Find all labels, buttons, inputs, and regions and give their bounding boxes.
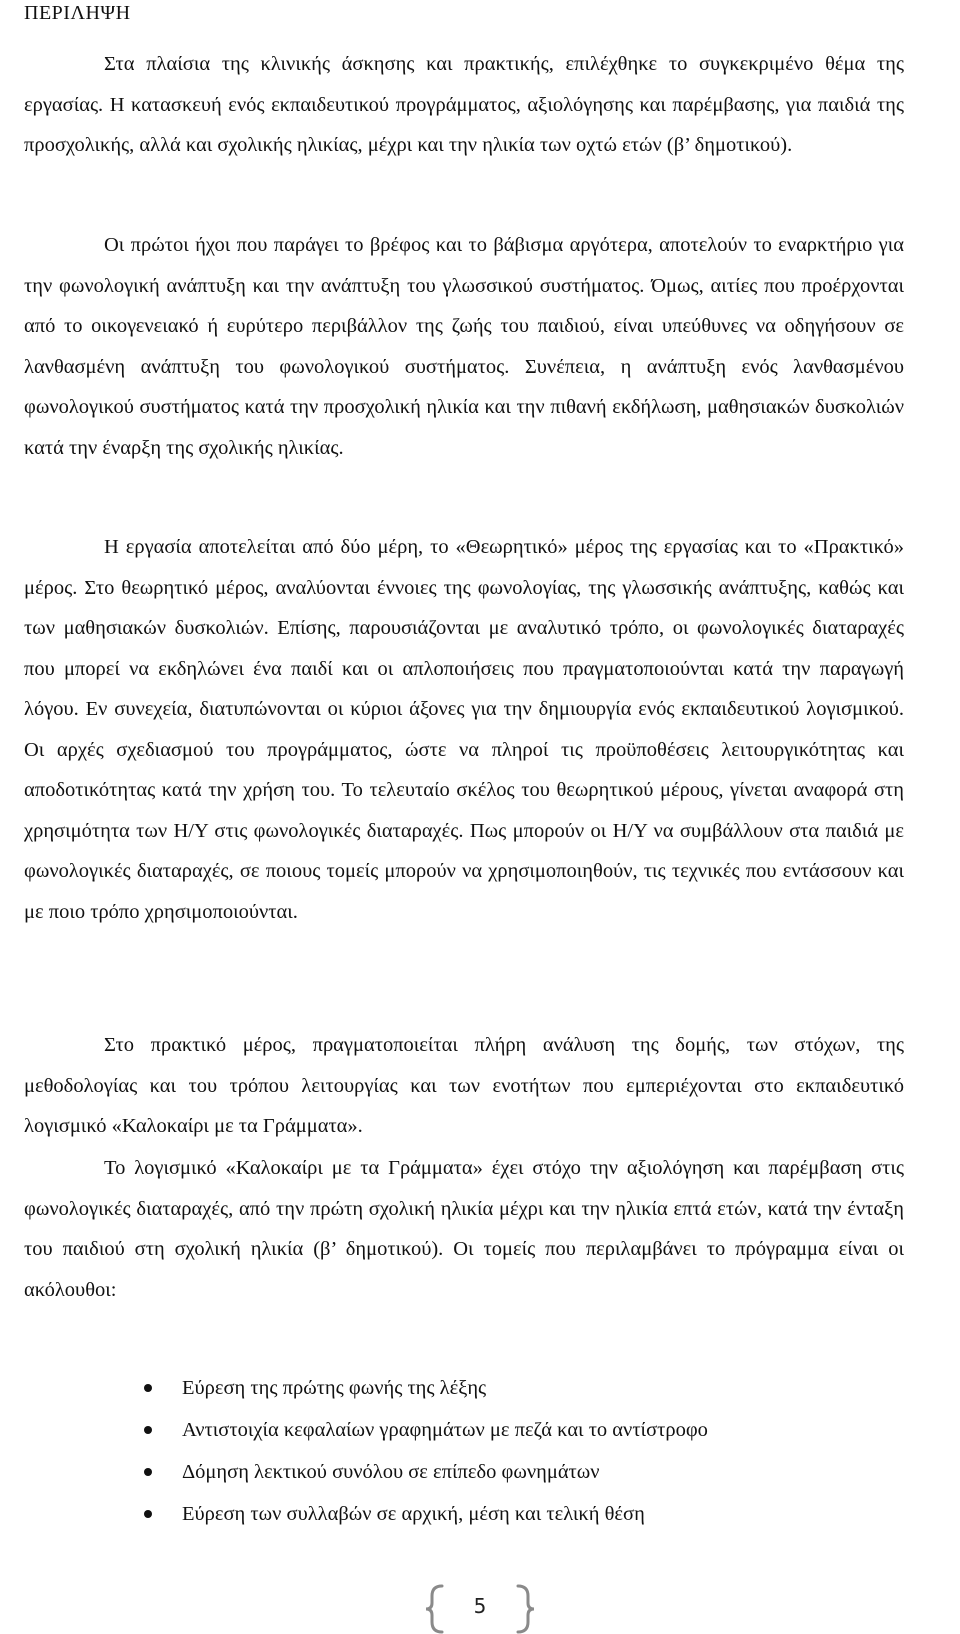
paragraph-practical-part: Στο πρακτικό μέρος, πραγματοποιείται πλήρη ανάλυση της δομής, των στόχων, της μεθοδολογίας και του τρόπου λειτουργίας και των ενοτήτων που εμπεριέχονται στο εκπαιδευτικό λογισμικό «Καλοκαίρι με τα Γράμματα».	[24, 1034, 904, 1137]
list-item-text: Αντιστοιχία κεφαλαίων γραφημάτων με πεζά και το αντίστροφο	[182, 1419, 708, 1441]
bullet-icon	[144, 1468, 152, 1476]
paragraph-phonological-development: Οι πρώτοι ήχοι που παράγει το βρέφος και το βάβισμα αργότερα, αποτελούν το εναρκτήριο για την φωνολογική ανάπτυξη και την ανάπτυξη του γλωσσικού συστήματος. Όμως, αιτίες που προέρχονται από το οικογενειακό ή ευρύτερο περιβάλλον της ζωής του παιδιού, είναι υπεύθυνες να οδηγήσουν σε λανθασμένη ανάπτυξη του φωνολογικού συστήματος. Συνέπεια, η ανάπτυξη ενός λανθασμένου φωνολογικού συστήματος κατά την προσχολική ηλικία και την πιθανή εκδήλωση, μαθησιακών δυσκολιών κατά την έναρξη της σχολικής ηλικίας.	[24, 234, 904, 459]
bullet-icon	[144, 1384, 152, 1392]
list-item-text: Δόμηση λεκτικού συνόλου σε επίπεδο φωνημάτων	[182, 1461, 600, 1483]
list-item-text: Εύρεση των συλλαβών σε αρχική, μέση και τελική θέση	[182, 1503, 645, 1525]
list-item	[24, 1367, 904, 1409]
page-footer	[0, 1584, 960, 1634]
section-heading: ΠΕΡΙΛΗΨΗ	[24, 2, 131, 24]
list-item	[24, 1409, 904, 1451]
paragraph-intro: Στα πλαίσια της κλινικής άσκησης και πρακτικής, επιλέχθηκε το συγκεκριμένο θέμα της εργασίας. Η κατασκευή ενός εκπαιδευτικού προγράμματος, αξιολόγησης και παρέμβασης, για παιδιά της προσχολικής, αλλά και σχολικής ηλικίας, μέχρι και την ηλικία των οχτώ ετών (β’ δημοτικού).	[24, 53, 904, 156]
list-item-text: Εύρεση της πρώτης φωνής της λέξης	[182, 1377, 487, 1399]
bullet-icon	[144, 1426, 152, 1434]
bullet-icon	[144, 1510, 152, 1518]
bullet-list	[24, 1367, 904, 1535]
list-item	[24, 1451, 904, 1493]
page-number: 5	[473, 1594, 487, 1618]
list-item	[24, 1493, 904, 1535]
paragraph-structure: Η εργασία αποτελείται από δύο μέρη, το «Θεωρητικό» μέρος της εργασίας και το «Πρακτικό» μέρος. Στο θεωρητικό μέρος, αναλύονται έννοιες της φωνολογίας, της γλωσσικής ανάπτυξης, καθώς και των μαθησιακών δυσκολιών. Επίσης, παρουσιάζονται με αναλυτικό τρόπο, οι φωνολογικές διαταραχές που μπορεί να εκδηλώνει ένα παιδί και οι απλοποιήσεις που πραγματοποιούνται κατά την παραγωγή λόγου. Εν συνεχεία, διατυπώνονται οι κύριοι άξονες για την δημιουργία ενός εκπαιδευτικού λογισμικού. Οι αρχές σχεδιασμού του προγράμματος, ώστε να πληροί τις προϋποθέσεις λειτουργικότητας και αποδοτικότητας κατά την χρήση του. Το τελευταίο σκέλος του θεωρητικού μέρους, γίνεται αναφορά στη χρησιμότητα των Η/Υ στις φωνολογικές διαταραχές. Πως μπορούν οι Η/Υ να συμβάλλουν στα παιδιά με φωνολογικές διαταραχές, σε ποιους τομείς μπορούν να χρησιμοποιηθούν, τις τεχνικές που εντάσσουν και με ποιο τρόπο χρησιμοποιούνται.	[24, 536, 904, 923]
paragraph-software: Το λογισμικό «Καλοκαίρι με τα Γράμματα» έχει στόχο την αξιολόγηση και παρέμβαση στις φωνολογικές διαταραχές, από την πρώτη σχολική ηλικία μέχρι και την ηλικία επτά ετών, κατά την ένταξη του παιδιού στη σχολική ηλικία (β’ δημοτικού). Οι τομείς που περιλαμβάνει το πρόγραμμα είναι οι ακόλουθοι:	[24, 1157, 904, 1301]
